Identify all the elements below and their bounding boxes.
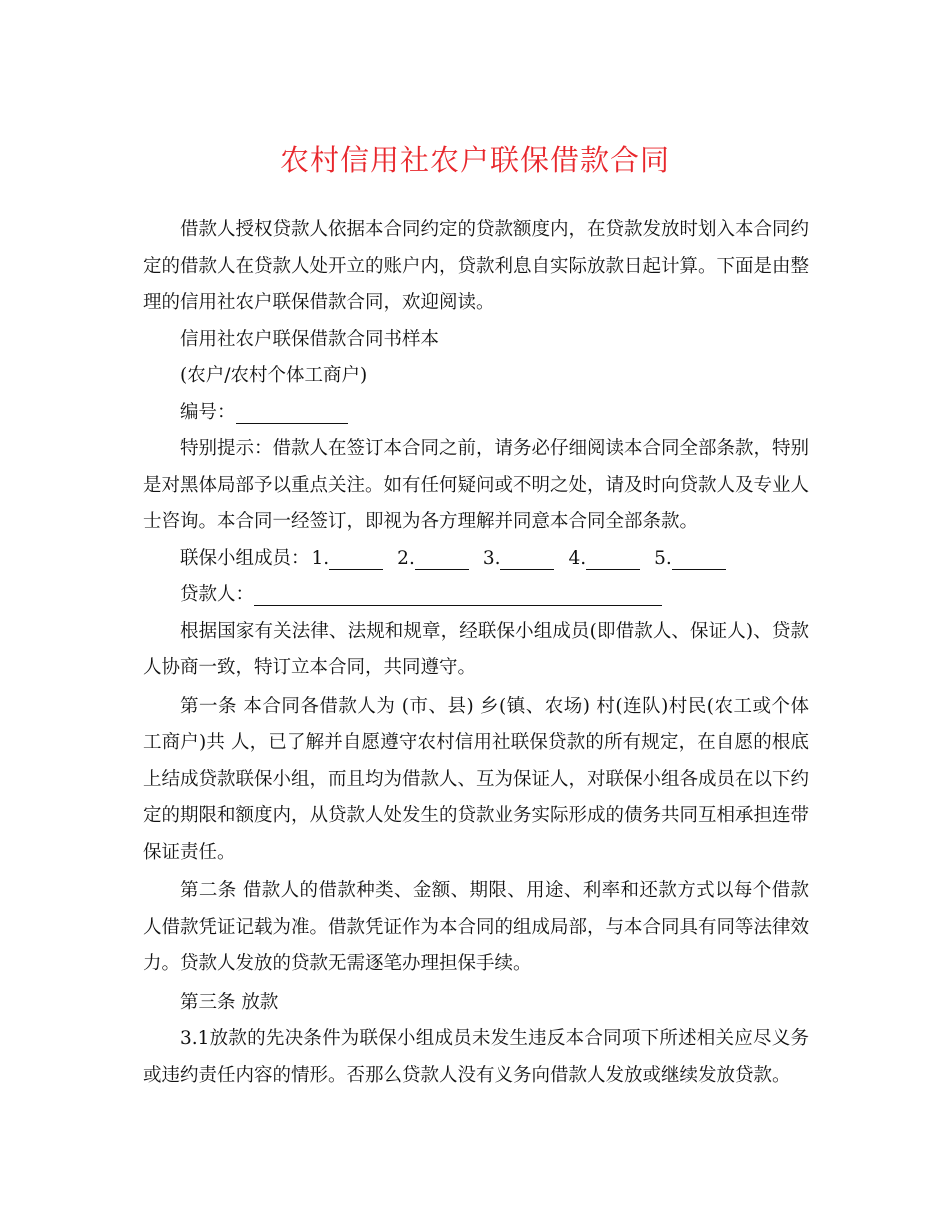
preamble-paragraph: 根据国家有关法律、法规和规章，经联保小组成员(即借款人、保证人)、贷款人协商一致，特订立本合同，共同遵守。 xyxy=(143,620,809,678)
lender-line xyxy=(143,577,809,614)
article-2-paragraph: 第二条 借款人的借款种类、金额、期限、用途、利率和还款方式以每个借款人借款凭证记载为准。借款凭证作为本合同的组成局部，与本合同具有同等法律效力。贷款人发放的贷款无需逐笔办理担保手续。 xyxy=(143,880,810,974)
member-number: 3. xyxy=(482,547,501,569)
member-slot xyxy=(566,548,640,569)
member-number: 2. xyxy=(397,547,415,569)
article-3-heading: 第三条 放款 xyxy=(180,991,279,1013)
article-1-paragraph: 第一条 本合同各借款人为 (市、县) 乡(镇、农场) 村(连队)村民(农工或个体工商户)共 人，已了解并自愿遵守农村信用社联保贷款的所有规定，在自愿的根底上结成贷款联保小组，而且均为借款人、互为保证人，对联保小组各成员在以下约定的期限和额度内，从贷款人处发生的贷款业务实际形成的债务共同互相承担连带保证责任。 xyxy=(143,695,810,863)
intro-paragraph: 借款人授权贷款人依据本合同约定的贷款额度内，在贷款发放时划入本合同约定的借款人在贷款人处开立的账户内，贷款利息自实际放款日起计算。下面是由整理的信用社农户联保借款合同，欢迎阅读。 xyxy=(143,219,810,313)
contract-subtitle: 信用社农户联保借款合同书样本 xyxy=(180,328,440,350)
member-slot xyxy=(652,548,726,569)
party-type-line: (农户/农村个体工商户) xyxy=(180,365,368,386)
lender-label: 贷款人： xyxy=(180,584,255,605)
members-label: 联保小组成员： xyxy=(180,547,310,569)
guarantee-members-line xyxy=(143,541,809,578)
member-slot xyxy=(481,548,555,569)
member-number: 5. xyxy=(654,547,672,569)
member-blank xyxy=(329,547,383,570)
contract-number-blank xyxy=(236,401,348,424)
member-blank xyxy=(415,547,469,570)
member-number: 1. xyxy=(311,547,330,569)
member-number: 4. xyxy=(568,547,587,569)
member-slot xyxy=(310,548,384,569)
special-notice-paragraph: 特别提示：借款人在签订本合同之前，请务必仔细阅读本合同全部条款，特别是对黑体局部予以重点关注。如有任何疑问或不明之处，请及时向贷款人及专业人士咨询。本合同一经签订，即视为各方理解并同意本合同全部条款。 xyxy=(143,438,810,532)
document-title: 农村信用社农户联保借款合同 xyxy=(279,143,670,177)
member-blank xyxy=(586,547,640,570)
document-body xyxy=(143,212,809,1094)
member-blank xyxy=(500,547,554,570)
contract-number-line xyxy=(143,395,809,432)
lender-blank xyxy=(254,583,662,606)
clause-3-1-paragraph: 3.1放款的先决条件为联保小组成员未发生违反本合同项下所述相关应尽义务或违约责任内容的情形。否那么贷款人没有义务向借款人发放或继续发放贷款。 xyxy=(143,1028,809,1086)
member-blank xyxy=(672,547,726,570)
contract-number-label: 编号： xyxy=(180,401,236,423)
member-slot xyxy=(395,548,469,569)
